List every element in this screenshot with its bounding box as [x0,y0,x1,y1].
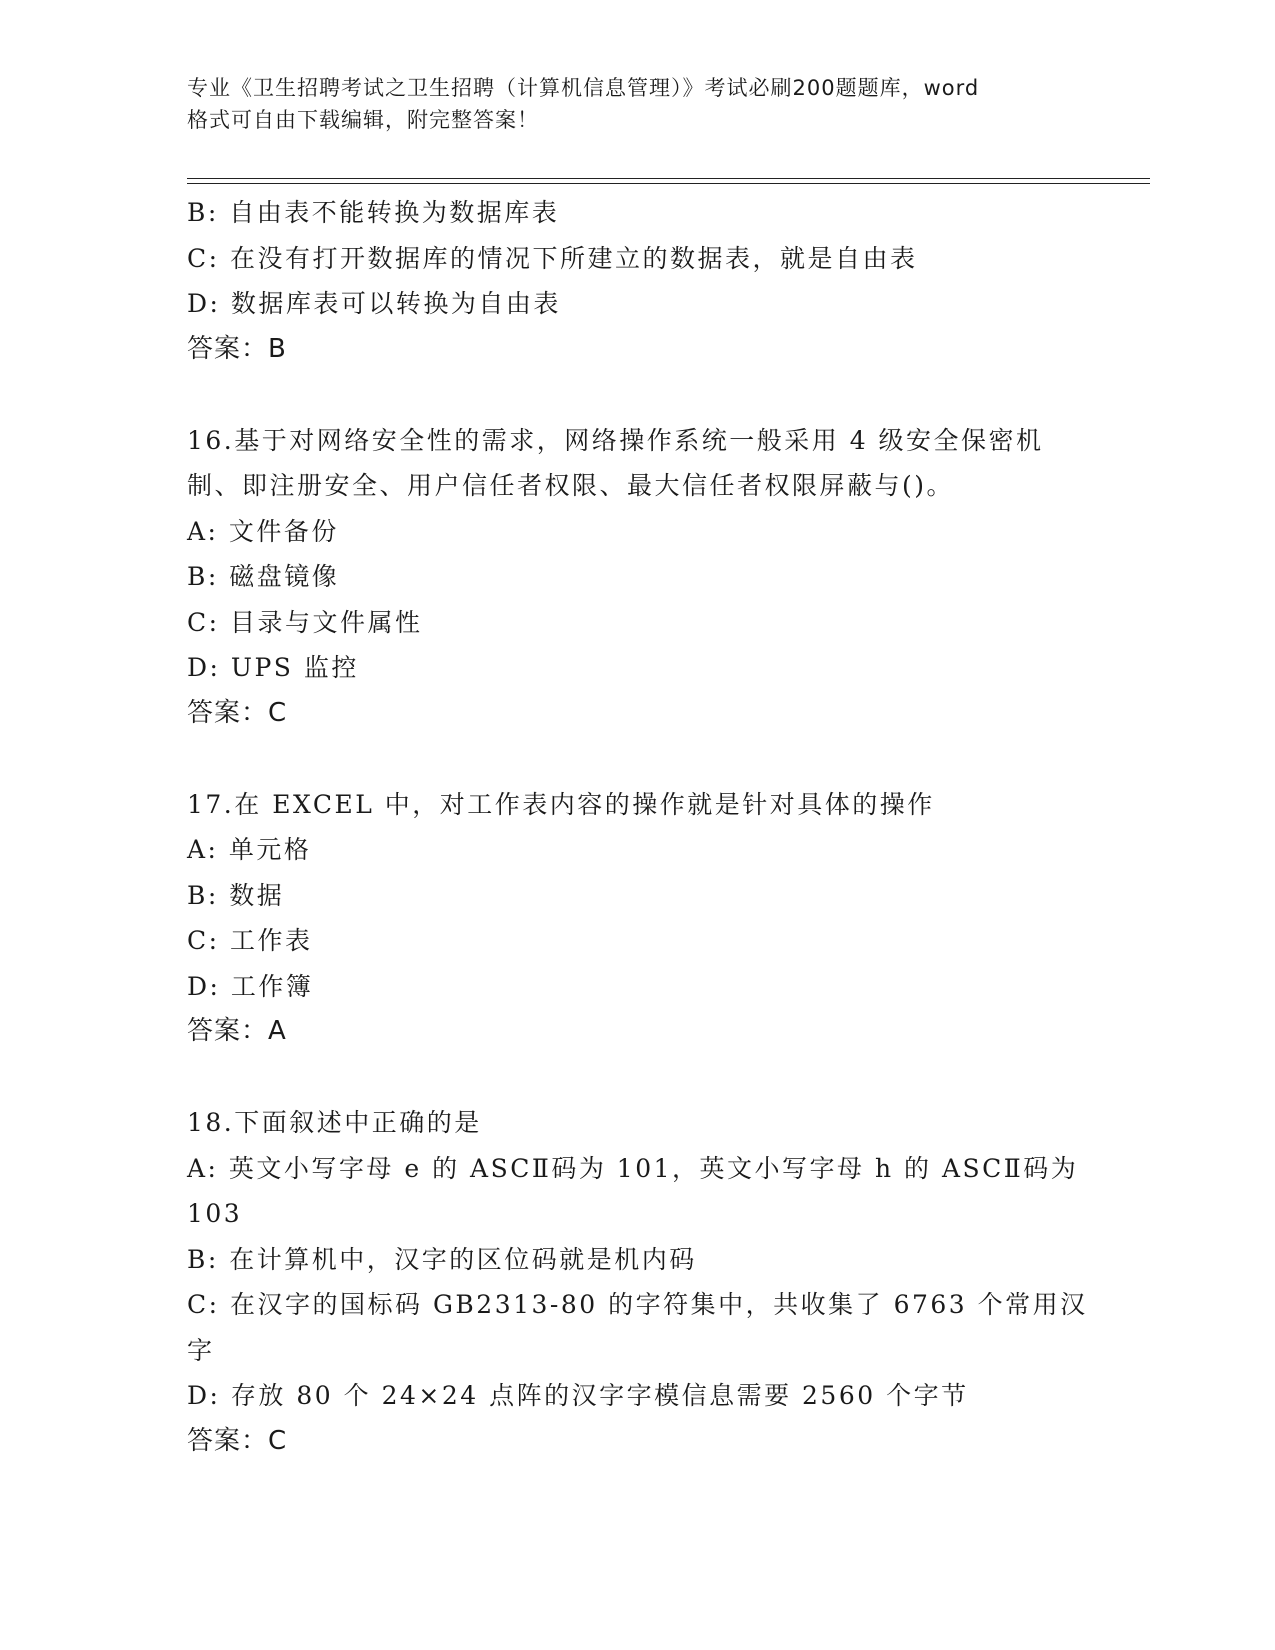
option-c: C: 工作表 [187,926,313,955]
option-b: B: 数据 [187,880,285,910]
answer: 答案：C [187,1425,288,1456]
answer: 答案：C [187,697,288,728]
question-15 [187,190,1087,372]
option-d: D: UPS 监控 [187,653,359,682]
option-a: A: 单元格 [187,835,312,864]
answer: 答案：A [187,1016,287,1046]
option-c-line-2: 字 [187,1335,215,1365]
question-stem-line-1: 16.基于对网络安全性的需求，网络操作系统一般采用 4 级安全保密机 [187,425,1044,455]
option-d: D: 数据库表可以转换为自由表 [187,289,561,318]
header-title-line-2: 格式可自由下载编辑，附完整答案！ [187,108,539,132]
answer: 答案：B [187,333,287,364]
question-17 [187,782,1087,1055]
question-list [187,190,1087,1464]
option-c-line-1: C: 在汉字的国标码 GB2313-80 的字符集中，共收集了 6763 个常用汉 [187,1290,1088,1319]
option-b: B: 磁盘镜像 [187,562,340,591]
header-divider-bottom [187,183,1150,184]
question-stem: 17.在 EXCEL 中，对工作表内容的操作就是针对具体的操作 [187,789,935,819]
header-divider-top [187,178,1150,179]
option-c: C: 在没有打开数据库的情况下所建立的数据表，就是自由表 [187,243,918,273]
option-a: A: 文件备份 [187,516,339,546]
question-stem: 18.下面叙述中正确的是 [187,1108,482,1137]
option-a-line-2: 103 [187,1199,243,1228]
question-spacer [187,736,1087,782]
question-16 [187,418,1087,737]
header-title-line-1: 专业《卫生招聘考试之卫生招聘（计算机信息管理）》考试必刷200题题库，word [187,76,980,100]
option-c: C: 目录与文件属性 [187,607,423,637]
option-a-line-1: A: 英文小写字母 e 的 ASCⅡ码为 101，英文小写字母 h 的 ASCⅡ码为 [187,1153,1079,1183]
question-18 [187,1100,1087,1464]
option-d: D: 工作簿 [187,971,314,1001]
option-b: B: 在计算机中，汉字的区位码就是机内码 [187,1244,697,1274]
document-header [187,72,1087,136]
question-spacer [187,372,1087,418]
question-stem-line-2: 制、即注册安全、用户信任者权限、最大信任者权限屏蔽与()。 [187,471,955,500]
option-b: B: 自由表不能转换为数据库表 [187,198,560,227]
question-spacer [187,1055,1087,1101]
option-d: D: 存放 80 个 24×24 点阵的汉字字模信息需要 2560 个字节 [187,1381,969,1410]
